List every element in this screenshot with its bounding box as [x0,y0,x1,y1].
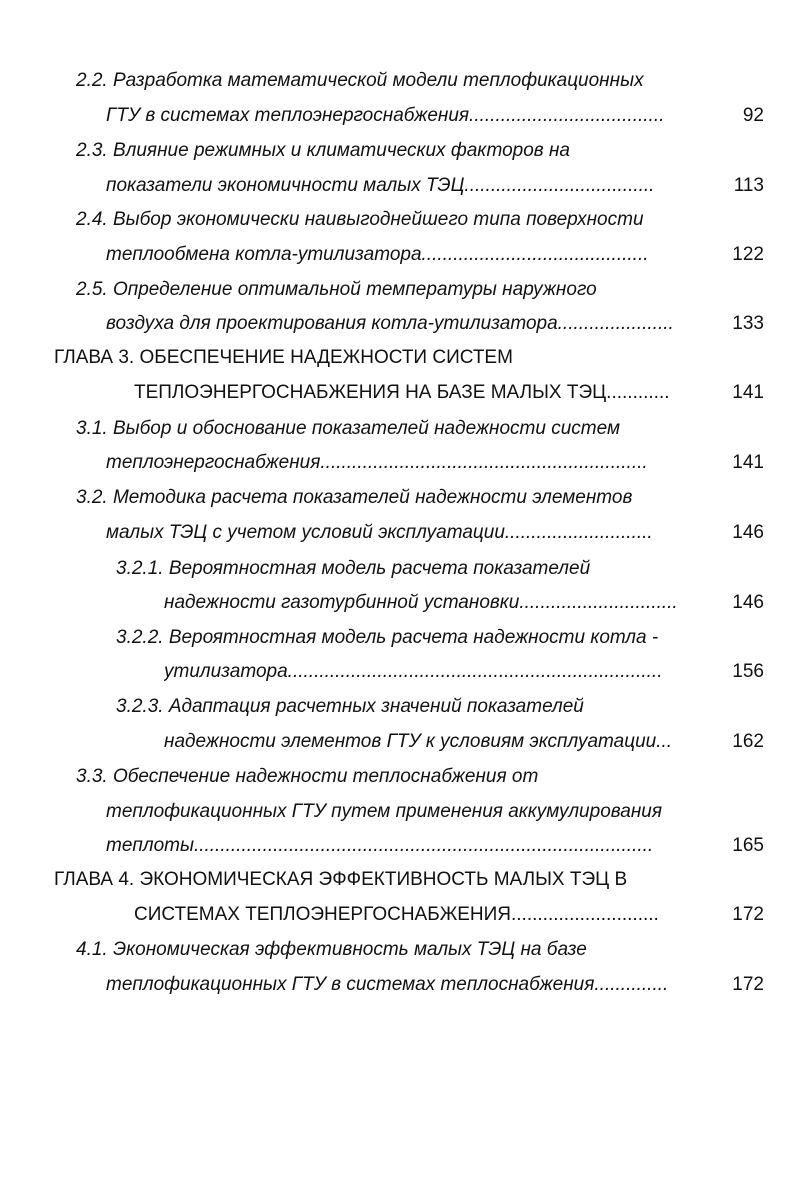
toc-entry-4-1-page: 172 [732,974,764,995]
toc-chapter-3-title: ГЛАВА 3. ОБЕСПЕЧЕНИЕ НАДЕЖНОСТИ СИСТЕМ [54,347,513,368]
toc-entry-3-2-1-page: 146 [732,592,764,613]
toc-entry-2-4-title-cont: теплообмена котла-утилизатора........................................... [106,244,649,265]
toc-entry-3-2-2-title: 3.2.2. Вероятностная модель расчета надежности котла - [116,627,659,648]
toc-entry-2-2-title: 2.2. Разработка математической модели теплофикационных [76,70,644,91]
toc-entry-2-3-title-cont: показатели экономичности малых ТЭЦ.................................... [106,175,655,196]
toc-entry-3-1-title: 3.1. Выбор и обоснование показателей надежности систем [76,418,620,439]
toc-entry-3-2-2-page: 156 [732,661,764,682]
toc-chapter-4-title-cont: СИСТЕМАХ ТЕПЛОЭНЕРГОСНАБЖЕНИЯ............................ [134,904,659,925]
toc-entry-3-2-3-page: 162 [732,731,764,752]
toc-chapter-4-title: ГЛАВА 4. ЭКОНОМИЧЕСКАЯ ЭФФЕКТИВНОСТЬ МАЛЫХ ТЭЦ В [54,869,628,890]
toc-entry-3-2-3-title: 3.2.3. Адаптация расчетных значений показателей [116,696,584,717]
toc-entry-4-1-title-cont: теплофикационных ГТУ в системах теплоснабжения.............. [106,974,669,995]
toc-entry-3-2-page: 146 [732,522,764,543]
toc-entry-2-3-page: 113 [733,175,764,196]
toc-entry-3-3-page: 165 [732,835,764,856]
toc-entry-3-3-title-cont: теплофикационных ГТУ путем применения аккумулирования [106,801,663,822]
toc-chapter-3-title-cont: ТЕПЛОЭНЕРГОСНАБЖЕНИЯ НА БАЗЕ МАЛЫХ ТЭЦ............ [134,382,670,403]
toc-entry-3-2-3-title-cont: надежности элементов ГТУ к условиям эксплуатации... [164,731,673,752]
toc-entry-3-2-1-title: 3.2.1. Вероятностная модель расчета показателей [116,558,591,579]
toc-entry-4-1-title: 4.1. Экономическая эффективность малых ТЭЦ на базе [76,939,587,960]
toc-entry-2-3-title: 2.3. Влияние режимных и климатических факторов на [76,140,570,161]
toc-entry-3-1-title-cont: теплоэнергоснабжения.............................................................. [106,452,648,473]
toc-chapter-4-page: 172 [732,904,764,925]
toc-entry-2-2-title-cont: ГТУ в системах теплоэнергоснабжения..................................... [106,105,665,126]
toc-entry-3-2-1-title-cont: надежности газотурбинной установки.............................. [164,592,678,613]
toc-entry-2-5-title: 2.5. Определение оптимальной температуры наружного [76,279,597,300]
toc-entry-3-2-2-title-cont: утилизатора....................................................................... [164,661,663,682]
toc-entry-2-2-page: 92 [742,105,764,126]
toc-entry-3-3-title-cont-2: теплоты....................................................................................... [106,835,654,856]
toc-entry-2-5-page: 133 [732,313,764,334]
toc-chapter-3-page: 141 [732,382,764,403]
toc-entry-3-2-title-cont: малых ТЭЦ с учетом условий эксплуатации............................ [106,522,653,543]
toc-entry-2-4-title: 2.4. Выбор экономически наивыгоднейшего типа поверхности [76,209,644,230]
toc-entry-2-4-page: 122 [732,244,764,265]
toc-entry-3-1-page: 141 [732,452,764,473]
toc-entry-3-3-title: 3.3. Обеспечение надежности теплоснабжения от [76,766,539,787]
toc-entry-2-5-title-cont: воздуха для проектирования котла-утилизатора...................... [106,313,674,334]
toc-entry-3-2-title: 3.2. Методика расчета показателей надежности элементов [76,487,633,508]
